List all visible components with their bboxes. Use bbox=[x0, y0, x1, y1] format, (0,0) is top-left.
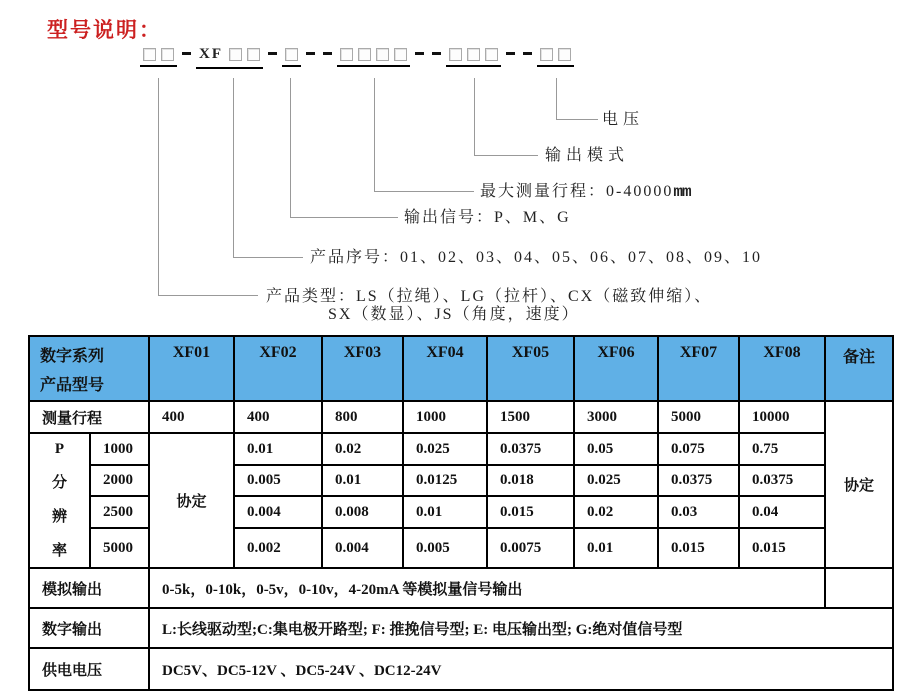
travel-xf08: 10000 bbox=[739, 401, 825, 433]
format-box bbox=[340, 48, 353, 61]
resolution-level: 5000 bbox=[90, 528, 149, 568]
power-supply-row bbox=[29, 648, 893, 690]
label-output-signal: 输出信号：P、M、G bbox=[404, 209, 571, 226]
res-2500-xf06: 0.02 bbox=[574, 496, 658, 528]
travel-row bbox=[29, 401, 893, 433]
format-box bbox=[143, 48, 156, 61]
label-product-serial: 产品序号：01、02、03、04、05、06、07、08、09、10 bbox=[310, 249, 763, 266]
format-box bbox=[467, 48, 480, 61]
travel-xf01: 400 bbox=[149, 401, 234, 433]
resolution-row-1000 bbox=[29, 433, 893, 465]
header-remark: 备注 bbox=[825, 336, 893, 401]
res-2000-xf03: 0.01 bbox=[322, 465, 403, 496]
label-product-type-line1: 产品类型：LS（拉绳）、LG（拉杆）、CX（磁致伸缩）、 bbox=[266, 288, 713, 305]
res-1000-xf05: 0.0375 bbox=[487, 433, 574, 465]
resolution-level: 2500 bbox=[90, 496, 149, 528]
header-series-line2: 产品型号 bbox=[40, 377, 105, 394]
format-box bbox=[358, 48, 371, 61]
digital-output-label: 数字输出 bbox=[29, 608, 149, 648]
connector-output-mode bbox=[474, 78, 538, 156]
travel-label: 测量行程 bbox=[29, 401, 149, 433]
header-xf05: XF05 bbox=[487, 336, 574, 401]
format-box bbox=[558, 48, 571, 61]
res-2000-xf07: 0.0375 bbox=[658, 465, 739, 496]
res-2000-xf02: 0.005 bbox=[234, 465, 322, 496]
travel-xf03: 800 bbox=[322, 401, 403, 433]
res-2000-xf06: 0.025 bbox=[574, 465, 658, 496]
max-travel-text: 最大测量行程：0-40000 bbox=[480, 183, 674, 200]
format-box bbox=[285, 48, 298, 61]
xf-prefix: XF bbox=[199, 45, 223, 62]
header-xf02: XF02 bbox=[234, 336, 322, 401]
res-1000-xf08: 0.75 bbox=[739, 433, 825, 465]
resolution-char-p: P bbox=[54, 441, 65, 458]
res-2500-xf03: 0.008 bbox=[322, 496, 403, 528]
travel-xf05: 1500 bbox=[487, 401, 574, 433]
connector-output-signal bbox=[290, 78, 398, 218]
travel-xf07: 5000 bbox=[658, 401, 739, 433]
page-title: 型号说明： bbox=[47, 19, 162, 42]
resolution-label bbox=[29, 433, 90, 568]
format-group-output-signal bbox=[282, 46, 301, 67]
res-5000-xf05: 0.0075 bbox=[487, 528, 574, 568]
dash-separator bbox=[268, 52, 277, 55]
res-5000-xf02: 0.002 bbox=[234, 528, 322, 568]
analog-output-label: 模拟输出 bbox=[29, 568, 149, 608]
format-box bbox=[394, 48, 407, 61]
analog-output-content: 0-5k，0-10k，0-5v，0-10v，4-20mA 等模拟量信号输出 bbox=[149, 568, 825, 608]
travel-xf06: 3000 bbox=[574, 401, 658, 433]
spec-table bbox=[28, 335, 894, 691]
res-5000-xf03: 0.004 bbox=[322, 528, 403, 568]
connector-product-type bbox=[158, 78, 258, 296]
resolution-char-1: 分 bbox=[51, 475, 67, 492]
header-xf07: XF07 bbox=[658, 336, 739, 401]
format-box bbox=[540, 48, 553, 61]
label-voltage: 电压 bbox=[602, 111, 645, 128]
format-box bbox=[229, 48, 242, 61]
travel-xf02: 400 bbox=[234, 401, 322, 433]
header-series-line1: 数字系列 bbox=[40, 348, 105, 365]
res-5000-xf06: 0.01 bbox=[574, 528, 658, 568]
res-5000-xf08: 0.015 bbox=[739, 528, 825, 568]
max-travel-unit: mm bbox=[673, 183, 691, 201]
format-group-output-mode bbox=[446, 46, 501, 67]
res-1000-xf06: 0.05 bbox=[574, 433, 658, 465]
digital-output-row bbox=[29, 608, 893, 648]
power-supply-content: DC5V、DC5-12V 、DC5-24V 、DC12-24V bbox=[149, 648, 893, 690]
label-product-type-line2: SX（数显）、JS（角度，速度） bbox=[328, 306, 580, 323]
resolution-level: 1000 bbox=[90, 433, 149, 465]
resolution-xf01-agreement: 协定 bbox=[149, 433, 234, 568]
format-box bbox=[247, 48, 260, 61]
resolution-level: 2000 bbox=[90, 465, 149, 496]
header-series-model bbox=[29, 336, 149, 401]
res-2500-xf05: 0.015 bbox=[487, 496, 574, 528]
resolution-char-2: 辨 bbox=[51, 508, 67, 525]
header-xf01: XF01 bbox=[149, 336, 234, 401]
res-2000-xf04: 0.0125 bbox=[403, 465, 487, 496]
res-2000-xf08: 0.0375 bbox=[739, 465, 825, 496]
travel-xf04: 1000 bbox=[403, 401, 487, 433]
header-xf03: XF03 bbox=[322, 336, 403, 401]
format-group-product-type bbox=[140, 46, 177, 67]
header-xf06: XF06 bbox=[574, 336, 658, 401]
res-2000-xf05: 0.018 bbox=[487, 465, 574, 496]
res-2500-xf08: 0.04 bbox=[739, 496, 825, 528]
label-max-travel bbox=[480, 184, 691, 200]
format-box bbox=[376, 48, 389, 61]
res-1000-xf04: 0.025 bbox=[403, 433, 487, 465]
format-box bbox=[449, 48, 462, 61]
resolution-char-3: 率 bbox=[51, 542, 67, 559]
res-1000-xf07: 0.075 bbox=[658, 433, 739, 465]
analog-output-row bbox=[29, 568, 893, 608]
analog-output-remark bbox=[825, 568, 893, 608]
model-format-line bbox=[140, 44, 574, 68]
res-5000-xf04: 0.005 bbox=[403, 528, 487, 568]
res-2500-xf07: 0.03 bbox=[658, 496, 739, 528]
digital-output-content: L:长线驱动型;C:集电极开路型; F: 推挽信号型; E: 电压输出型; G:绝对值信号型 bbox=[149, 608, 893, 648]
dash-separator bbox=[182, 52, 191, 55]
dash-separator bbox=[506, 52, 532, 55]
format-box bbox=[161, 48, 174, 61]
res-1000-xf03: 0.02 bbox=[322, 433, 403, 465]
format-box bbox=[485, 48, 498, 61]
dash-separator bbox=[415, 52, 441, 55]
header-row bbox=[29, 336, 893, 401]
format-group-product-serial bbox=[196, 44, 263, 69]
format-group-max-travel bbox=[337, 46, 410, 67]
label-output-mode: 输出模式 bbox=[545, 147, 630, 164]
res-5000-xf07: 0.015 bbox=[658, 528, 739, 568]
format-group-voltage bbox=[537, 46, 574, 67]
res-2500-xf02: 0.004 bbox=[234, 496, 322, 528]
remark-agreement-cell: 协定 bbox=[825, 401, 893, 568]
res-2500-xf04: 0.01 bbox=[403, 496, 487, 528]
dash-separator bbox=[306, 52, 332, 55]
connector-voltage bbox=[556, 78, 598, 120]
res-1000-xf02: 0.01 bbox=[234, 433, 322, 465]
header-xf08: XF08 bbox=[739, 336, 825, 401]
header-xf04: XF04 bbox=[403, 336, 487, 401]
power-supply-label: 供电电压 bbox=[29, 648, 149, 690]
